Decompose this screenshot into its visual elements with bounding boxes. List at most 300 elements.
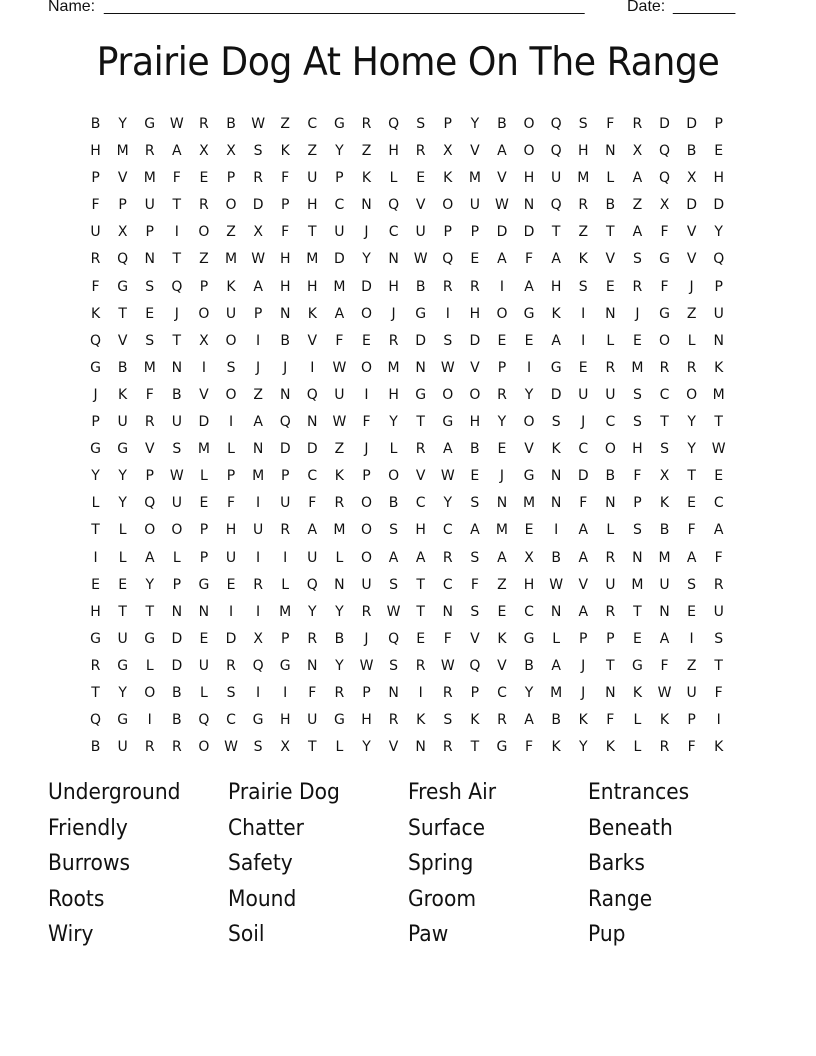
grid-letter[interactable]: F [335, 332, 344, 349]
grid-letter[interactable]: R [605, 603, 616, 620]
grid-letter[interactable]: K [551, 739, 561, 756]
grid-letter[interactable]: B [524, 657, 534, 674]
grid-letter[interactable]: U [307, 712, 318, 729]
grid-letter[interactable]: B [686, 143, 697, 160]
grid-letter[interactable]: L [227, 441, 235, 458]
grid-letter[interactable]: U [578, 386, 589, 403]
grid-letter[interactable]: O [360, 549, 372, 566]
grid-letter[interactable]: G [117, 441, 129, 458]
grid-letter[interactable]: X [199, 143, 209, 160]
grid-letter[interactable]: Y [118, 116, 127, 132]
grid-letter[interactable]: O [225, 386, 237, 403]
grid-letter[interactable]: I [716, 712, 721, 729]
grid-letter[interactable]: K [307, 305, 317, 322]
grid-letter[interactable]: G [117, 712, 129, 729]
grid-letter[interactable]: V [497, 170, 507, 187]
grid-letter[interactable]: M [224, 251, 238, 268]
grid-letter[interactable]: R [632, 278, 643, 295]
grid-letter[interactable]: O [469, 386, 481, 403]
grid-letter[interactable]: U [171, 414, 182, 431]
grid-letter[interactable]: T [91, 684, 100, 701]
grid-letter[interactable]: C [307, 468, 318, 485]
grid-letter[interactable]: P [253, 305, 263, 322]
grid-letter[interactable]: I [174, 224, 179, 241]
grid-letter[interactable]: F [443, 630, 452, 647]
grid-letter[interactable]: Y [362, 739, 371, 756]
grid-letter[interactable]: V [199, 386, 209, 403]
grid-letter[interactable]: M [577, 170, 590, 187]
grid-letter[interactable]: L [687, 332, 696, 349]
grid-letter[interactable]: H [469, 414, 481, 431]
grid-letter[interactable]: F [362, 414, 371, 431]
grid-letter[interactable]: L [633, 739, 642, 756]
grid-letter[interactable]: W [169, 116, 184, 132]
grid-letter[interactable]: T [633, 603, 642, 620]
grid-letter[interactable]: B [605, 197, 616, 214]
grid-letter[interactable]: H [632, 441, 643, 458]
grid-letter[interactable]: R [307, 630, 318, 647]
grid-letter[interactable]: T [660, 414, 669, 431]
grid-letter[interactable]: A [497, 549, 507, 566]
grid-letter[interactable]: A [551, 657, 561, 674]
grid-letter[interactable]: J [581, 657, 586, 674]
grid-letter[interactable]: B [117, 359, 128, 376]
grid-letter[interactable]: W [440, 657, 455, 674]
grid-letter[interactable]: F [579, 495, 588, 512]
grid-letter[interactable]: I [256, 332, 261, 349]
grid-letter[interactable]: C [442, 576, 453, 593]
grid-letter[interactable]: M [495, 522, 508, 539]
grid-letter[interactable]: A [172, 143, 182, 160]
grid-letter[interactable]: Z [307, 143, 318, 160]
grid-letter[interactable]: H [279, 251, 291, 268]
grid-letter[interactable]: O [225, 332, 237, 349]
grid-letter[interactable]: P [280, 630, 290, 647]
grid-letter[interactable]: H [388, 143, 399, 160]
grid-letter[interactable]: X [442, 143, 453, 160]
grid-letter[interactable]: W [332, 359, 347, 376]
grid-letter[interactable]: A [632, 170, 643, 187]
grid-letter[interactable]: B [172, 386, 182, 403]
grid-letter[interactable]: Q [388, 116, 400, 132]
grid-letter[interactable]: S [389, 657, 399, 674]
grid-letter[interactable]: F [226, 495, 236, 512]
grid-letter[interactable]: H [523, 170, 535, 187]
grid-letter[interactable]: U [171, 495, 182, 512]
grid-letter[interactable]: R [442, 278, 453, 295]
grid-letter[interactable]: B [605, 468, 616, 485]
grid-letter[interactable]: P [145, 224, 154, 241]
grid-letter[interactable]: M [333, 278, 346, 295]
grid-letter[interactable]: T [470, 739, 480, 756]
grid-letter[interactable]: M [658, 549, 671, 566]
grid-letter[interactable]: O [442, 197, 454, 214]
grid-letter[interactable]: V [578, 576, 589, 593]
grid-letter[interactable]: R [253, 576, 263, 593]
grid-letter[interactable]: J [364, 630, 369, 647]
grid-letter[interactable]: K [578, 251, 588, 268]
grid-letter[interactable]: T [551, 224, 561, 241]
grid-letter[interactable]: H [90, 603, 101, 620]
grid-letter[interactable]: Z [632, 197, 643, 214]
grid-letter[interactable]: K [361, 170, 372, 187]
grid-letter[interactable]: K [118, 386, 128, 403]
grid-letter[interactable]: V [144, 441, 155, 458]
grid-letter[interactable]: Y [524, 386, 534, 403]
grid-letter[interactable]: J [93, 386, 98, 403]
grid-letter[interactable]: X [659, 468, 670, 485]
grid-letter[interactable]: Y [91, 468, 100, 485]
grid-letter[interactable]: S [660, 441, 669, 458]
grid-letter[interactable]: X [632, 143, 643, 160]
grid-letter[interactable]: Y [118, 468, 127, 485]
grid-letter[interactable]: O [144, 684, 156, 701]
grid-letter[interactable]: Z [361, 143, 372, 160]
grid-letter[interactable]: P [362, 684, 371, 701]
grid-letter[interactable]: Q [198, 712, 210, 729]
grid-letter[interactable]: V [470, 359, 480, 376]
grid-letter[interactable]: O [659, 332, 671, 349]
grid-letter[interactable]: V [524, 441, 534, 458]
grid-letter[interactable]: H [388, 278, 399, 295]
grid-letter[interactable]: F [606, 712, 615, 729]
grid-letter[interactable]: R [199, 116, 209, 132]
grid-letter[interactable]: T [118, 305, 127, 322]
grid-letter[interactable]: E [362, 332, 371, 349]
grid-letter[interactable]: Z [686, 305, 697, 322]
grid-letter[interactable]: B [90, 116, 101, 132]
grid-letter[interactable]: F [281, 170, 290, 187]
grid-letter[interactable]: J [174, 305, 179, 322]
grid-letter[interactable]: Z [334, 441, 345, 458]
grid-letter[interactable]: J [364, 441, 369, 458]
grid-letter[interactable]: Y [118, 495, 127, 512]
grid-letter[interactable]: G [523, 468, 535, 485]
grid-letter[interactable]: N [632, 549, 643, 566]
grid-letter[interactable]: R [632, 116, 643, 132]
grid-letter[interactable]: R [442, 739, 453, 756]
grid-letter[interactable]: R [442, 549, 453, 566]
grid-letter[interactable]: I [581, 332, 586, 349]
grid-letter[interactable]: W [251, 116, 266, 132]
grid-letter[interactable]: V [307, 332, 318, 349]
grid-letter[interactable]: T [606, 224, 615, 241]
grid-letter[interactable]: M [468, 170, 481, 187]
grid-letter[interactable]: X [253, 630, 263, 647]
grid-letter[interactable]: K [280, 143, 290, 160]
grid-letter[interactable]: W [224, 739, 238, 756]
grid-letter[interactable]: U [551, 170, 562, 187]
grid-letter[interactable]: A [307, 522, 318, 539]
grid-letter[interactable]: T [714, 414, 723, 431]
grid-letter[interactable]: D [252, 197, 264, 214]
grid-letter[interactable]: G [90, 359, 101, 376]
grid-letter[interactable]: J [499, 468, 505, 485]
grid-letter[interactable]: X [686, 170, 697, 187]
grid-letter[interactable]: F [145, 386, 154, 403]
grid-letter[interactable]: R [415, 657, 426, 674]
grid-letter[interactable]: P [443, 116, 452, 132]
grid-letter[interactable]: F [525, 251, 534, 268]
grid-letter[interactable]: N [388, 251, 399, 268]
grid-letter[interactable]: I [364, 386, 369, 403]
grid-letter[interactable]: R [686, 359, 697, 376]
grid-letter[interactable]: G [659, 251, 670, 268]
grid-letter[interactable]: H [469, 305, 481, 322]
grid-letter[interactable]: T [172, 197, 182, 214]
grid-letter[interactable]: M [631, 576, 644, 593]
grid-letter[interactable]: F [172, 170, 181, 187]
grid-letter[interactable]: U [198, 657, 210, 674]
grid-letter[interactable]: G [144, 116, 156, 132]
grid-letter[interactable]: U [117, 739, 128, 756]
grid-letter[interactable]: L [91, 495, 100, 512]
grid-letter[interactable]: U [307, 170, 318, 187]
grid-letter[interactable]: T [118, 603, 127, 620]
grid-letter[interactable]: L [118, 549, 127, 566]
grid-letter[interactable]: R [659, 359, 670, 376]
grid-letter[interactable]: S [253, 739, 263, 756]
grid-letter[interactable]: K [90, 305, 101, 322]
grid-letter[interactable]: L [606, 332, 615, 349]
grid-letter[interactable]: A [551, 332, 561, 349]
grid-letter[interactable]: O [686, 386, 698, 403]
grid-letter[interactable]: D [577, 468, 589, 485]
grid-letter[interactable]: A [442, 441, 453, 458]
grid-letter[interactable]: P [91, 170, 100, 187]
grid-letter[interactable]: H [279, 712, 291, 729]
grid-letter[interactable]: Q [171, 278, 183, 295]
grid-letter[interactable]: I [201, 359, 206, 376]
grid-letter[interactable]: U [117, 630, 128, 647]
grid-letter[interactable]: O [523, 116, 535, 132]
grid-letter[interactable]: Q [550, 143, 562, 160]
grid-letter[interactable]: G [117, 657, 129, 674]
grid-letter[interactable]: T [714, 657, 723, 674]
grid-letter[interactable]: K [578, 712, 588, 729]
grid-letter[interactable]: G [90, 630, 101, 647]
grid-letter[interactable]: Q [306, 576, 318, 593]
grid-letter[interactable]: V [415, 197, 426, 214]
grid-letter[interactable]: W [251, 251, 266, 268]
grid-letter[interactable]: G [415, 386, 427, 403]
grid-letter[interactable]: S [253, 143, 263, 160]
grid-letter[interactable]: U [280, 495, 291, 512]
grid-letter[interactable]: H [713, 170, 724, 187]
grid-letter[interactable]: E [497, 603, 507, 620]
grid-letter[interactable]: G [252, 712, 264, 729]
grid-letter[interactable]: N [361, 197, 372, 214]
grid-letter[interactable]: A [415, 549, 426, 566]
grid-letter[interactable]: O [604, 441, 616, 458]
grid-letter[interactable]: P [497, 359, 507, 376]
grid-letter[interactable]: S [172, 441, 182, 458]
grid-letter[interactable]: Q [279, 414, 291, 431]
grid-letter[interactable]: N [415, 359, 426, 376]
grid-letter[interactable]: A [144, 549, 155, 566]
grid-letter[interactable]: F [308, 495, 317, 512]
grid-letter[interactable]: R [578, 197, 589, 214]
grid-letter[interactable]: R [90, 251, 101, 268]
grid-letter[interactable]: C [442, 522, 453, 539]
grid-letter[interactable]: P [579, 630, 588, 647]
grid-letter[interactable]: C [713, 495, 724, 512]
grid-letter[interactable]: R [280, 522, 291, 539]
grid-letter[interactable]: T [91, 522, 100, 539]
grid-letter[interactable]: S [226, 684, 236, 701]
grid-letter[interactable]: Z [686, 657, 697, 674]
grid-letter[interactable]: V [470, 143, 480, 160]
grid-letter[interactable]: Z [253, 386, 263, 403]
grid-letter[interactable]: C [497, 684, 507, 701]
grid-letter[interactable]: W [711, 441, 726, 458]
grid-letter[interactable]: U [307, 549, 318, 566]
grid-letter[interactable]: S [714, 630, 724, 647]
grid-letter[interactable]: Q [550, 197, 562, 214]
grid-letter[interactable]: H [361, 712, 372, 729]
grid-letter[interactable]: H [279, 278, 291, 295]
grid-letter[interactable]: A [497, 143, 507, 160]
grid-letter[interactable]: M [306, 251, 319, 268]
grid-letter[interactable]: N [252, 441, 264, 458]
grid-letter[interactable]: R [199, 197, 209, 214]
grid-letter[interactable]: I [445, 305, 450, 322]
grid-letter[interactable]: R [90, 657, 101, 674]
grid-letter[interactable]: E [524, 522, 534, 539]
grid-letter[interactable]: B [90, 739, 101, 756]
grid-letter[interactable]: G [496, 739, 508, 756]
grid-letter[interactable]: O [198, 224, 210, 241]
grid-letter[interactable]: E [687, 495, 697, 512]
grid-letter[interactable]: H [388, 386, 399, 403]
grid-letter[interactable]: F [606, 116, 615, 132]
grid-letter[interactable]: F [687, 522, 696, 539]
grid-letter[interactable]: N [279, 386, 291, 403]
grid-letter[interactable]: A [632, 224, 643, 241]
grid-letter[interactable]: F [687, 739, 696, 756]
grid-letter[interactable]: S [145, 278, 155, 295]
grid-letter[interactable]: K [226, 278, 236, 295]
grid-letter[interactable]: X [226, 143, 236, 160]
grid-letter[interactable]: R [361, 116, 372, 132]
grid-letter[interactable]: F [308, 684, 317, 701]
grid-letter[interactable]: R [497, 712, 507, 729]
grid-letter[interactable]: G [442, 414, 454, 431]
grid-letter[interactable]: Y [389, 414, 398, 431]
grid-letter[interactable]: N [144, 251, 155, 268]
grid-letter[interactable]: O [523, 143, 535, 160]
grid-letter[interactable]: P [91, 414, 100, 431]
grid-letter[interactable]: Q [252, 657, 264, 674]
grid-letter[interactable]: Y [118, 684, 127, 701]
grid-letter[interactable]: C [524, 603, 534, 620]
grid-letter[interactable]: Q [306, 386, 318, 403]
grid-letter[interactable]: P [145, 468, 154, 485]
grid-letter[interactable]: R [497, 386, 507, 403]
grid-letter[interactable]: F [633, 468, 642, 485]
grid-letter[interactable]: L [606, 170, 615, 187]
grid-letter[interactable]: L [118, 522, 127, 539]
grid-letter[interactable]: S [470, 495, 480, 512]
grid-letter[interactable]: S [443, 712, 453, 729]
grid-letter[interactable]: Y [497, 414, 507, 431]
grid-letter[interactable]: D [686, 116, 697, 132]
grid-letter[interactable]: F [714, 549, 723, 566]
grid-letter[interactable]: D [171, 630, 183, 647]
grid-letter[interactable]: S [687, 576, 697, 593]
grid-letter[interactable]: D [171, 657, 183, 674]
grid-letter[interactable]: Q [90, 712, 102, 729]
grid-letter[interactable]: S [416, 116, 426, 132]
grid-letter[interactable]: F [660, 224, 669, 241]
grid-letter[interactable]: L [145, 657, 154, 674]
grid-letter[interactable]: S [389, 576, 399, 593]
grid-letter[interactable]: G [523, 305, 535, 322]
grid-letter[interactable]: Q [550, 116, 562, 132]
grid-letter[interactable]: C [226, 712, 236, 729]
grid-letter[interactable]: N [550, 603, 562, 620]
grid-letter[interactable]: H [415, 522, 426, 539]
grid-letter[interactable]: B [334, 630, 345, 647]
grid-letter[interactable]: E [416, 630, 426, 647]
grid-letter[interactable]: E [632, 630, 642, 647]
grid-letter[interactable]: B [415, 278, 426, 295]
grid-letter[interactable]: M [333, 522, 346, 539]
grid-letter[interactable]: X [253, 224, 263, 241]
grid-letter[interactable]: E [714, 143, 724, 160]
grid-letter[interactable]: D [469, 332, 481, 349]
grid-letter[interactable]: A [334, 305, 345, 322]
grid-letter[interactable]: B [172, 712, 182, 729]
grid-letter[interactable]: U [415, 224, 426, 241]
grid-letter[interactable]: L [172, 549, 181, 566]
grid-letter[interactable]: N [659, 603, 670, 620]
grid-letter[interactable]: I [310, 359, 315, 376]
grid-letter[interactable]: C [578, 441, 589, 458]
grid-letter[interactable]: M [252, 468, 265, 485]
grid-letter[interactable]: T [416, 603, 425, 620]
grid-letter[interactable]: C [388, 224, 399, 241]
grid-letter[interactable]: W [169, 468, 184, 485]
grid-letter[interactable]: R [659, 739, 670, 756]
grid-letter[interactable]: F [525, 739, 534, 756]
grid-letter[interactable]: Y [145, 576, 155, 593]
grid-letter[interactable]: Z [578, 224, 589, 241]
grid-letter[interactable]: N [307, 414, 318, 431]
grid-letter[interactable]: G [333, 712, 345, 729]
grid-letter[interactable]: R [253, 170, 263, 187]
grid-letter[interactable]: K [416, 712, 426, 729]
grid-letter[interactable]: K [714, 739, 724, 756]
grid-letter[interactable]: E [578, 359, 588, 376]
grid-letter[interactable]: B [551, 549, 561, 566]
grid-letter[interactable]: R [388, 332, 399, 349]
grid-letter[interactable]: X [280, 739, 290, 756]
grid-letter[interactable]: F [470, 576, 479, 593]
grid-letter[interactable]: D [361, 278, 372, 295]
grid-letter[interactable]: G [90, 441, 101, 458]
grid-letter[interactable]: A [713, 522, 724, 539]
grid-letter[interactable]: P [199, 549, 209, 566]
grid-letter[interactable]: U [686, 684, 697, 701]
grid-letter[interactable]: I [554, 522, 559, 539]
grid-letter[interactable]: I [581, 305, 586, 322]
grid-letter[interactable]: O [388, 468, 400, 485]
grid-letter[interactable]: O [225, 197, 237, 214]
grid-letter[interactable]: N [442, 603, 453, 620]
grid-letter[interactable]: T [416, 414, 425, 431]
grid-letter[interactable]: M [279, 603, 292, 620]
